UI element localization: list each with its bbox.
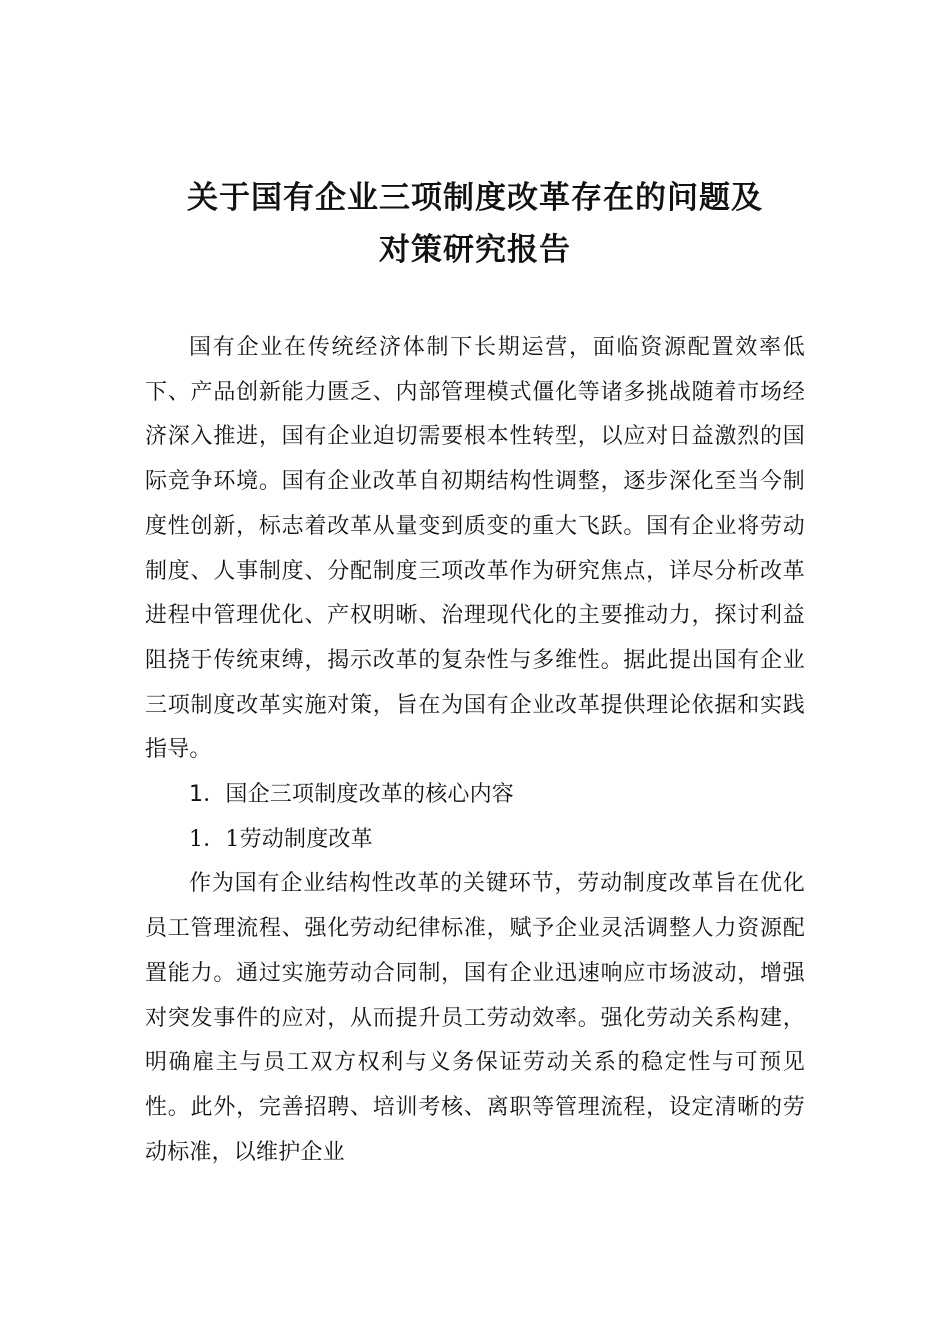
labor-reform-paragraph: 作为国有企业结构性改革的关键环节，劳动制度改革旨在优化员工管理流程、强化劳动纪律标准，赋予企业灵活调整人力资源配置能力。通过实施劳动合同制，国有企业迅速响应市场波动，增强对突发事件的应对，从而提升员工劳动效率。强化劳动关系构建，明确雇主与员工双方权利与义务保证劳动关系的稳定性与可预见性。此外，完善招聘、培训考核、离职等管理流程，设定清晰的劳动标准，以维护企业 <box>145 871 805 1165</box>
document-title <box>145 172 805 276</box>
document-title-line-1: 关于国有企业三项制度改革存在的问题及 <box>187 180 763 216</box>
document-title-line-2: 对策研究报告 <box>379 232 571 268</box>
subsection-heading-1-1: 1．1劳动制度改革 <box>189 826 373 852</box>
document-body <box>145 326 805 1175</box>
intro-paragraph: 国有企业在传统经济体制下长期运营，面临资源配置效率低下、产品创新能力匮乏、内部管理模式僵化等诸多挑战随着市场经济深入推进，国有企业迫切需要根本性转型，以应对日益激烈的国际竞争环境。国有企业改革自初期结构性调整，逐步深化至当今制度性创新，标志着改革从量变到质变的重大飞跃。国有企业将劳动制度、人事制度、分配制度三项改革作为研究焦点，详尽分析改革进程中管理优化、产权明晰、治理现代化的主要推动力，探讨利益阻挠于传统束缚，揭示改革的复杂性与多维性。据此提出国有企业三项制度改革实施对策，旨在为国有企业改革提供理论依据和实践指导。 <box>145 335 805 763</box>
section-heading-1: 1．国企三项制度改革的核心内容 <box>189 782 514 808</box>
